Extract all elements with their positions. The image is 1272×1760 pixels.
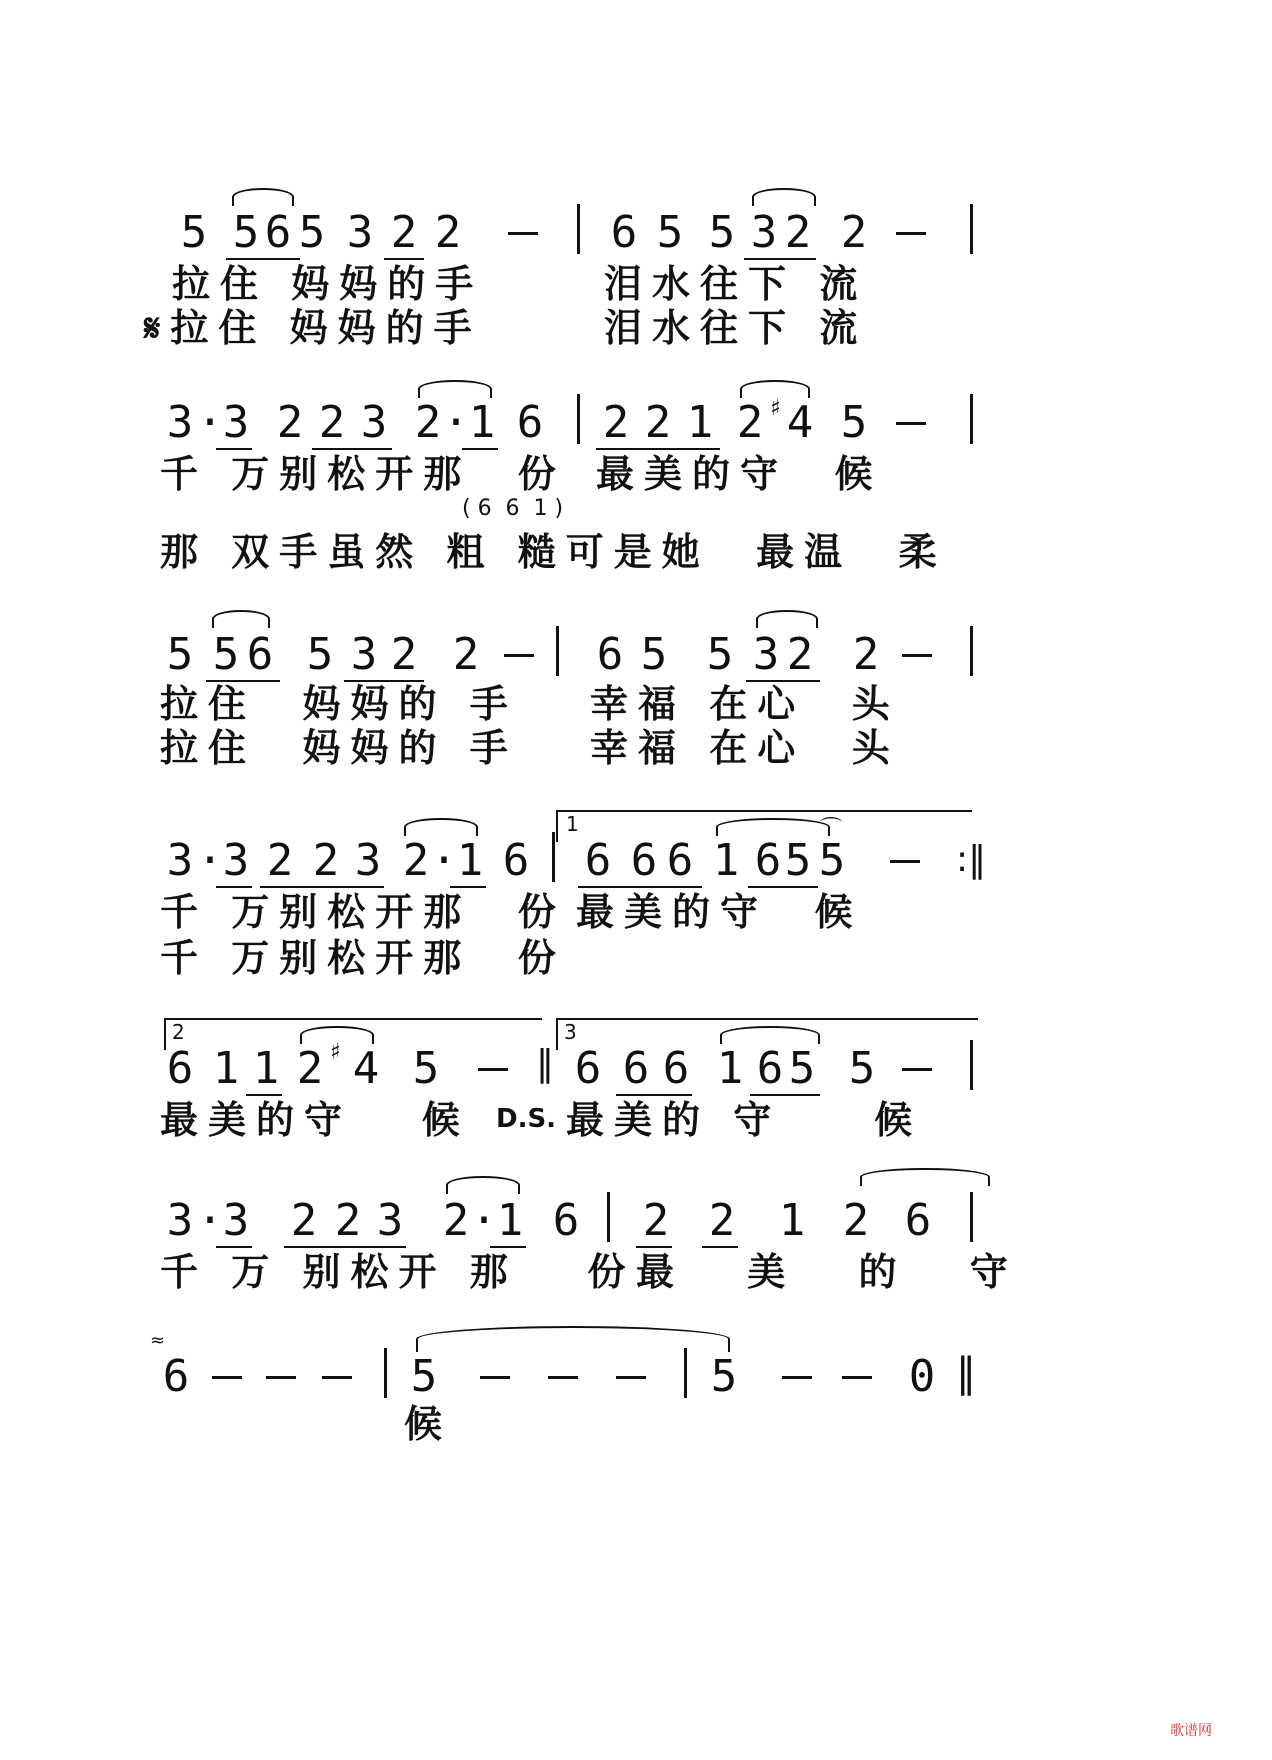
slur bbox=[716, 818, 830, 836]
note: 2 bbox=[390, 207, 418, 258]
sharp-sign: ♯ bbox=[330, 1040, 341, 1065]
note: 1 bbox=[496, 1195, 524, 1246]
note: 4 bbox=[786, 397, 814, 448]
note: 6 bbox=[552, 1195, 580, 1246]
note: 5 bbox=[640, 629, 668, 680]
note: 2 bbox=[434, 207, 462, 258]
lyric: 千 万别松开那 份 bbox=[160, 889, 566, 934]
dash bbox=[480, 1376, 510, 1379]
underline bbox=[596, 448, 720, 450]
note: 3 bbox=[360, 397, 388, 448]
note: 2 bbox=[642, 1195, 670, 1246]
note: 6 bbox=[516, 397, 544, 448]
lyric: 泪水往下 流 bbox=[604, 261, 868, 306]
note: 2 bbox=[414, 397, 442, 448]
lyric: 𝄋拉住 妈妈的手 bbox=[144, 305, 482, 350]
underline bbox=[216, 448, 252, 450]
note: 6 bbox=[622, 1043, 650, 1094]
note: 2 bbox=[708, 1195, 736, 1246]
dash bbox=[896, 422, 926, 425]
note: 4 bbox=[352, 1043, 380, 1094]
dash bbox=[322, 1376, 352, 1379]
note: 3 bbox=[222, 1195, 250, 1246]
underline bbox=[578, 886, 702, 888]
note: · bbox=[196, 397, 224, 448]
dash bbox=[212, 1376, 242, 1379]
note: 3 bbox=[376, 1195, 404, 1246]
note: 6 bbox=[630, 835, 658, 886]
note: 2 bbox=[786, 629, 814, 680]
note: 6 bbox=[666, 835, 694, 886]
note: 3 bbox=[222, 835, 250, 886]
underline bbox=[616, 1094, 692, 1096]
note: 6 bbox=[162, 1351, 190, 1402]
note: 5 bbox=[166, 629, 194, 680]
note: 6 bbox=[574, 1043, 602, 1094]
underline bbox=[744, 258, 816, 260]
note: 1 bbox=[778, 1195, 806, 1246]
barline bbox=[607, 1192, 610, 1242]
dash bbox=[504, 654, 534, 657]
lyric: 泪水往下 流 bbox=[604, 305, 868, 350]
dash bbox=[902, 654, 932, 657]
note: 5 bbox=[848, 1043, 876, 1094]
note: 3 bbox=[750, 207, 778, 258]
dash bbox=[842, 1376, 872, 1379]
final-barline: ‖ bbox=[956, 1350, 976, 1396]
sharp-sign: ♯ bbox=[770, 396, 781, 421]
dash bbox=[616, 1376, 646, 1379]
lyric: 最美的守 候 bbox=[596, 451, 883, 496]
lyric: 候 bbox=[404, 1401, 453, 1446]
note: 2 bbox=[296, 1043, 324, 1094]
barline bbox=[970, 394, 973, 444]
note: 5 bbox=[232, 207, 260, 258]
slur bbox=[446, 1176, 520, 1194]
note: 6 bbox=[904, 1195, 932, 1246]
lyric: 千 万别松开那 份 bbox=[160, 451, 566, 496]
note: 5 bbox=[298, 207, 326, 258]
note: 5 bbox=[410, 1351, 438, 1402]
underline bbox=[216, 886, 252, 888]
slur bbox=[740, 380, 810, 398]
note: 3 bbox=[354, 835, 382, 886]
lyric: 最美的守 候 bbox=[160, 1097, 470, 1142]
note: 6 bbox=[264, 207, 292, 258]
barline bbox=[970, 1192, 973, 1242]
note: 1 bbox=[712, 835, 740, 886]
note: 2 bbox=[602, 397, 630, 448]
alt-notes: ( 6 6 1 ) bbox=[462, 496, 564, 521]
note: 2 bbox=[266, 835, 294, 886]
ds-marker: D.S. bbox=[496, 1104, 557, 1134]
note: 3 bbox=[166, 835, 194, 886]
note: 1 bbox=[252, 1043, 280, 1094]
barline bbox=[577, 204, 580, 254]
underline bbox=[750, 1094, 820, 1096]
dash bbox=[266, 1376, 296, 1379]
volta-number: 3 bbox=[564, 1020, 577, 1044]
slur bbox=[212, 610, 270, 628]
note: 6 bbox=[584, 835, 612, 886]
note: 1 bbox=[716, 1043, 744, 1094]
note: 5 bbox=[706, 629, 734, 680]
underline bbox=[490, 1246, 526, 1248]
note: 3 bbox=[222, 397, 250, 448]
note: 2 bbox=[842, 1195, 870, 1246]
note: 1 bbox=[212, 1043, 240, 1094]
lyric: 千 万别松开那 份 bbox=[160, 935, 566, 980]
note: 3 bbox=[166, 397, 194, 448]
note: 6 bbox=[754, 835, 782, 886]
volta-number: 2 bbox=[172, 1020, 185, 1044]
note: 5 bbox=[708, 207, 736, 258]
note: 6 bbox=[756, 1043, 784, 1094]
note: 2 bbox=[290, 1195, 318, 1246]
dash bbox=[902, 1068, 932, 1071]
note: 3 bbox=[350, 629, 378, 680]
slur bbox=[418, 380, 492, 398]
note: 3 bbox=[346, 207, 374, 258]
note: · bbox=[470, 1195, 498, 1246]
note: · bbox=[196, 1195, 224, 1246]
note: 6 bbox=[596, 629, 624, 680]
note: 6 bbox=[166, 1043, 194, 1094]
volta-number: 1 bbox=[566, 812, 579, 836]
note: 2 bbox=[736, 397, 764, 448]
note: 2 bbox=[276, 397, 304, 448]
note: 5 bbox=[306, 629, 334, 680]
note: 6 bbox=[502, 835, 530, 886]
note: · bbox=[442, 397, 470, 448]
note: · bbox=[430, 835, 458, 886]
fermata: ⌒ bbox=[820, 817, 843, 842]
dash bbox=[782, 1376, 812, 1379]
note: · bbox=[196, 835, 224, 886]
double-barline: ‖ bbox=[536, 1043, 554, 1084]
lyric: 最美的 守 候 bbox=[566, 1097, 923, 1142]
barline bbox=[970, 1040, 973, 1090]
underline bbox=[384, 258, 424, 260]
note: 5 bbox=[710, 1351, 738, 1402]
lyric: 拉住 妈妈的手 bbox=[172, 261, 484, 306]
note: 6 bbox=[610, 207, 638, 258]
underline bbox=[636, 1246, 672, 1248]
underline bbox=[748, 886, 818, 888]
underline bbox=[312, 448, 392, 450]
note: 2 bbox=[318, 397, 346, 448]
note: 6 bbox=[662, 1043, 690, 1094]
underline bbox=[260, 886, 384, 888]
slur bbox=[300, 1026, 374, 1044]
slur bbox=[232, 188, 294, 206]
barline bbox=[384, 1348, 387, 1398]
underline bbox=[462, 448, 498, 450]
note: 5 bbox=[784, 835, 812, 886]
lyric: 幸福 在心 头 bbox=[590, 681, 900, 726]
slur bbox=[756, 610, 818, 628]
barline bbox=[684, 1348, 687, 1398]
dash bbox=[508, 232, 538, 235]
note: 2 bbox=[852, 629, 880, 680]
lyric: 最美的守 候 bbox=[576, 889, 863, 934]
slur bbox=[720, 1026, 820, 1044]
lyric: 拉住 妈妈的 手 bbox=[160, 725, 518, 770]
underline bbox=[284, 1246, 406, 1248]
note: 2 bbox=[402, 835, 430, 886]
lyric: 幸福 在心 头 bbox=[590, 725, 900, 770]
barline bbox=[970, 626, 973, 676]
underline bbox=[450, 886, 486, 888]
underline bbox=[226, 258, 300, 260]
note: 2 bbox=[312, 835, 340, 886]
note: 6 bbox=[246, 629, 274, 680]
note: 5 bbox=[656, 207, 684, 258]
dash bbox=[890, 860, 920, 863]
note: 1 bbox=[686, 397, 714, 448]
underline bbox=[216, 1246, 252, 1248]
note: 2 bbox=[644, 397, 672, 448]
tie-continuation: ≈ bbox=[150, 1330, 166, 1351]
lyric: 最 美 的 守 bbox=[636, 1249, 1038, 1294]
dash bbox=[478, 1068, 508, 1071]
watermark: 歌谱网 bbox=[1170, 1723, 1212, 1739]
slur bbox=[416, 1326, 730, 1352]
slur-tie bbox=[860, 1168, 990, 1186]
lyric: 千 万 别松开 那 份 bbox=[160, 1249, 636, 1294]
note: 5 bbox=[212, 629, 240, 680]
note: 1 bbox=[456, 835, 484, 886]
note: 2 bbox=[452, 629, 480, 680]
slur bbox=[752, 188, 816, 206]
note: 5 bbox=[840, 397, 868, 448]
note: 2 bbox=[334, 1195, 362, 1246]
barline bbox=[577, 394, 580, 444]
note: 5 bbox=[180, 207, 208, 258]
dash bbox=[896, 232, 926, 235]
note: 2 bbox=[390, 629, 418, 680]
lyric: 拉住 妈妈的 手 bbox=[160, 681, 518, 726]
note: 5 bbox=[818, 835, 846, 886]
note: 2 bbox=[784, 207, 812, 258]
lyric: 那 双手虽然 粗 糙可是她 最温 柔 bbox=[160, 529, 947, 574]
slur bbox=[404, 818, 478, 836]
barline bbox=[970, 204, 973, 254]
note: 2 bbox=[840, 207, 868, 258]
repeat-end-icon: :‖ bbox=[956, 839, 987, 880]
underline bbox=[702, 1246, 738, 1248]
note: 1 bbox=[468, 397, 496, 448]
dash bbox=[548, 1376, 578, 1379]
note: 2 bbox=[442, 1195, 470, 1246]
note: 3 bbox=[752, 629, 780, 680]
note: 5 bbox=[788, 1043, 816, 1094]
underline bbox=[246, 1094, 282, 1096]
barline bbox=[556, 626, 559, 676]
note: 5 bbox=[412, 1043, 440, 1094]
barline bbox=[552, 832, 555, 882]
note: 3 bbox=[166, 1195, 194, 1246]
note: 0 bbox=[908, 1351, 936, 1402]
